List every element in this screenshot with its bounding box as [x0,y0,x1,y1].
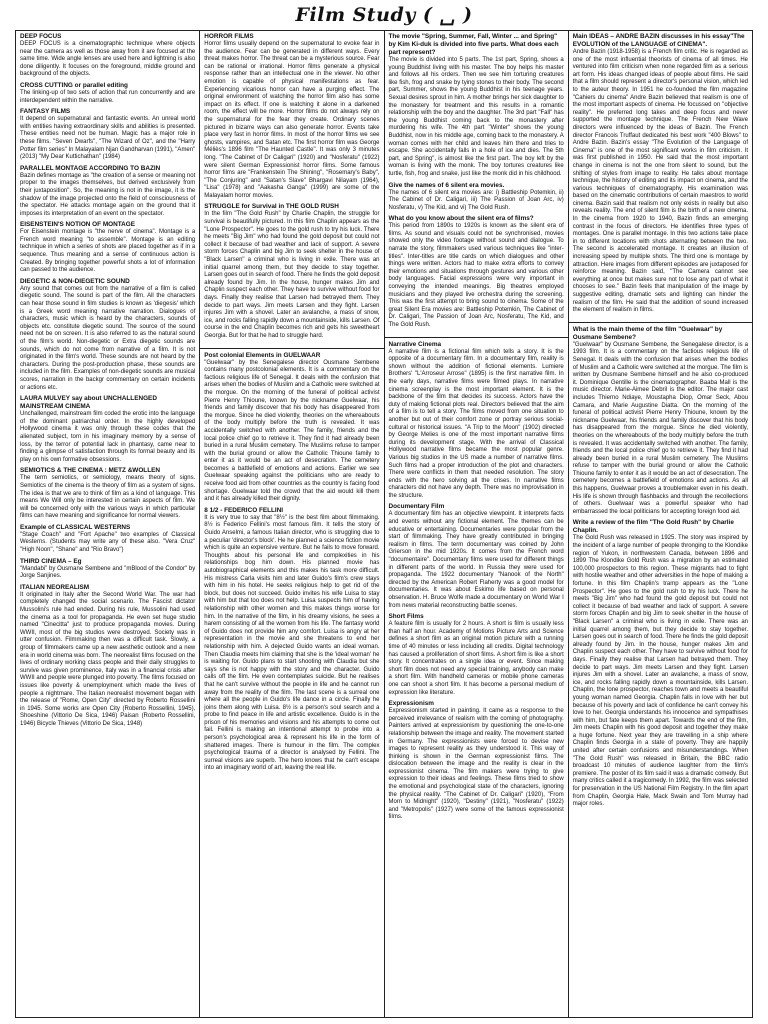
section-heading: Give the names of 6 silent era movies. [388,181,505,189]
text-section [389,182,564,213]
section-heading: Expressionism [388,700,434,708]
section-heading: FANTASY FILMS [20,108,71,116]
text-section [20,395,195,464]
section-divider [385,337,568,338]
section-heading: DIEGETIC & NON-DIEGETIC SOUND [20,277,130,285]
text-section [573,33,748,315]
text-section [573,519,748,808]
section-heading: Documentary Film [388,503,445,511]
section-body: For Eisenstein montage is "the nerve of cinema". Montage is a French word meaning "to assemble". Montage is an editing technique in which a series of shots are placed together as if in a sequence. Thus meaning and a sense of continuous action is Created. By bringing together powerful shots a lot of information can passed to the audience. [20,229,196,274]
section-body: The term semiotics, or semiology, means theory of signs. Semiotics of the cinema is the theory of film as a system of signs. The idea is that we are to think of film as a kind of language. This means We Will only be interested in certain aspects of film. We will be concerned only with the various ways in which particular films can have meaning and significance for normal viewers. [20,475,196,520]
section-heading: Example of CLASSICAL WESTERNS [20,523,131,531]
section-heading: Short Films [388,613,424,621]
section-body: "Stage Coach" and "Fort Apache" two examples of Classical Westerns. (Students may write any of these also. "Vera Cruz" "High Noon", "Shane" and "Rio Bravo") [20,531,196,554]
section-heading: STRUGGLE for Survival in THE GOLD RUSH [204,203,339,211]
section-heading: 8 1/2 - FEDERICO FELLINI [204,506,284,514]
text-column-3 [384,30,569,1018]
section-heading: LAURA MULVEY say about UNCHALLENGED MAINSTREAM CINEMA [20,395,157,411]
text-section [389,503,564,610]
section-body: The linking-up of two sets of action that run concurrently and are interdependent within the narrative. [20,89,196,104]
text-section [20,82,195,105]
section-body: It depend on supernatural and fantastic events. An unreal world with entities having extraordinary skills and abilities is presented. These entities need not be human. Magic has a major role in these films. "Seven Dwarfs", "The Wizard of Oz", and the "Harry Potter film series" In Malayalam Njan Gandharvan (1991), "Amen" (2013) "My Dear Kuttichathan" (1984) [20,116,196,161]
section-body: Expressionism started in painting. It came as a response to the perceived irrelevance of realism with the coming of photography. Painters arrived at expressionism by questioning the one-to-one relationship between the image and reality. The movement started in Germany. The expressionists were forced to devise new images to represent reality as they understood it. This way of thinking is shown in the German expressionist films. The dislocation between the image and the reality is clear in the expressionist cinema. The film makers were trying to give expression to their ideas and feelings. These films tried to show the emotional and psychological state of the characters, ignoring the physical reality. "The Cabinet of Dr. Caligari" (1920), "From Morn to Midnight" (1920), "Destiny" (1921), "Nosferatu" (1922) and "Metropolis" (1927) were some of the famous expressionist films. [388,708,564,821]
section-body: Unchallenged, mainstream film coded the erotic into the language of the dominant patriarchal order. In the highly developed Hollywood cinema it was only through these codes that the alienated subject, torn in his imaginary memory by a sense of loss, by the terror of potential lack in phantasy, came near to finding a glimpse of satisfaction through its formal beauty and its play on his own formative obsessions. [20,411,196,463]
text-section [389,215,564,329]
section-body: In the film "The Gold Rush" by Charlie Chaplin, the struggle for survival is beautifully pictured. In this film Chaplin appears as the "Lone Prospector". He goes to the gold rush to try his luck. There he meets "Big Jim" who had found the gold deposit but could not collect it because of bad weather and lack of support. A severe storm forces Chaplin and big Jim to seek shelter in the house of "Black Larsen" a criminal who is living in exile. There was an initial quarrel among them, but they decide to stay together. Larsen goes out in search of food. There he finds the gold deposit already found by Jim. In the house, hunger makes Jim and Chaplin suspect each other. They have to survive without food for days. Finally they realise that Larsen had betrayed them. They decide to part ways. Jim meets Larsen and they fight. Larsen injures Jim with a shovel. Later an avalanche, a mass of snow, ice, and rocks falling rapidly down a mountainside, kills Larsen. Of course in the end Chaplin becomes rich and gets his sweetheart Georgia. But for that he had to struggle hard. [204,211,380,339]
section-body: It is very true to say that "8½" is the best film about filmmaking. 8½ is Federico Fellini's most famous film. It tells the story of Guido Anselmi, a famous Italian director, who is struggling due to a peculiar 'director's block'. He he planned a science fiction movie which is quite an expensive venture. But he fails to move forward. Thoughts about his personal life and complexities in his relationships bog him down. His planned movie has autobiographical elements and this makes his task more difficult. His mistress Carla visits him and later Guido's film's crew stays with him in his hotel. He seeks religious help to get rid of the block, but does not succeed. Guido invites his wife Luisa to stay with him but that too does not help. Luisa suspects him of having relationship with other women and this makes things worse for him. In the narrative of the film, in his dreamy visions, he sees a harem consisting of all the women from his life. The fantasy world of Guido does not provide him any comfort. Luisa is angry at her representation in the movie and she threatens to end her relationship with him. A dejected Guido wants an ideal woman. Then Claudia meets him claiming that she is the 'ideal woman' he is waiting for. Guido plans to start shooting with Claudia but she says she is not happy with the story and the character. Guido calls off the film. He even contemplates suicide. But he realises that he can't survive without the people in life and he cannot run away from the reality of the film. The last scene is a surreal one where all the people in Guido's life dance in a circle. Finally he joins them along with Luisa. 8½ is a person's soul search and a probe to find peace in life and artistic excellence. Guido is in the prison of his memories and visions and his attempts to come out fail. Fellini is making an intentional attempt to probe into a person's psychological area & represent his life in the form of shattered images. There is humour in the film. The complex psychological trauma of a director is analysed by Fellini. The surreal visions are superb. The hero knows that he can't escape into an imaginary world of art, leaving the real life. [204,514,380,772]
section-body: Any sound that comes out from the narrative of a film is called diegetic sound. The sound is part of the film. All the characters can hear those sound in film studies is known as 'diegesis' which is a Greek word meaning narrative narration. Dialogues of characters, music which is heard by the characters, sounds of objects etc. constitute diegetic sound. The source of the sound need not be on screen. It is also referred to as the natural sound of the film's world. Non-diegetic or Extra diegetic sounds are sounds, which do not come from narrative of a film. It is not originated in the film's world. These sounds are not heard by the characters. During the post-production phase, these sounds are included in the film. Examples of non-diegetic sounds are musical scores, narration in the backgr commentary on certain incidents or actions etc. [20,285,196,391]
text-section [20,165,195,219]
text-section [20,524,195,555]
section-heading: Post colonial Elements in GUELWAAR [204,351,321,359]
text-section [389,700,564,822]
text-section [20,108,195,162]
text-section [204,507,379,773]
text-section [20,584,195,729]
section-body: The names of 6 silent era movies are: i) Battleship Potemkin, ii) The Cabinet of Dr. Caligari, iii) The Passion of Joan Arc, iv) Nosferatu, v) The Kid, and vi) The Gold Rush. [388,189,564,211]
section-heading: HORROR FILMS [204,33,254,40]
section-heading: Main IDEAS – ANDRE BAZIN discusses in his essay"The EVOLUTION of the LANGUAGE of CINEMA". [572,33,745,48]
section-heading: PARALLEL MONTAGE ACCORDING TO BAZIN [20,164,161,172]
text-section [20,33,195,79]
text-section [204,33,379,200]
text-column-2 [199,30,384,1018]
text-column-1 [15,30,200,1018]
section-heading: SEMIOTICS & THE CINEMA : METZ &WOLLEN [20,467,160,475]
section-body: "Mandabi" by Ousmane Sembene and "mBlood of the Condor" by Jorge Sanjines. [20,565,196,580]
section-body: A documentary film has an objective viewpoint. It interprets facts and events without any fictional element. The themes can be educative or entertaining. Documentaries were popular from the start of filmmaking. They have greatly contributed in bringing realism in films. The term documentary was coined by John Grierson in the mid 1920s. It comes from the French word "documentaire". Documentary films were used for different things in different parts of the world. In Russia they were used for propaganda. The 1922 documentary "Nanook of the North" directed by the American Robert Flaherty was a good model for documentaries. It was about Eskimo life based on personal observation. H. Bruce Wolfe made a documentary on World War I from news material reconstructing battle scenes. [388,511,564,609]
section-heading: THIRD CINEMA – Eg [20,557,82,565]
section-heading: Narrative Cinema [388,340,442,348]
section-heading: Write a review of the film "The Gold Rush" by Charlie Chaplin. [572,519,734,535]
section-divider [569,322,752,323]
section-body: "Guelwaar" by the Senegalese director Ousmane Sembene contains many postcolonial elements. It is a commentary on the factious religious life of Senegal. It deals with the confusion that arises when the bodies of Muslim and a Catholic were switched at the morgue. On the morning of the funeral of political activist Pierre Henry Thioune, known by the nickname Guelwaar, his friends and family discover that his body has disappeared from the morgue. Since he died violently, theories on the whereabouts of the body multiply before the truth is revealed. It was accidentally switched with another. The family, friends and the local police chief go to retrieve it. They find it had already been buried in a rural Muslim cemetery. The Muslims refuse to tamper with the burial ground or allow the Catholic Thioune family to enter it as it would be an act of desecration. The cemetery becomes a battlefield of emotions and actions. Earlier we see Guelwaar speaking against the politicians who are ready to receive food aid from other countries as the country is facing food shortage. Guelwaar told the crowd that the aid would kill them and it has already killed their dignity. [204,359,380,503]
text-section [20,558,195,581]
section-heading: ITALIAN NEOREALISM [20,583,90,591]
text-section [20,221,195,275]
section-body: Andre Bazin (1918-1958) is a French film critic. He is regarded as one of the most influential theorists of cinema of all times. He ventured into film criticism when none regarded film as a serious art form. His ideas changed ideas of people about films. He said that a film should represent a director's personal vision, which led to the auteur theory. In 1951 he co-founded the film magazine "Cahiers du cinema" Andre Bazin believed that realism is one of the most important aspects of cinema. He focussed on "objective reality". He preferred long takes and deep focus and never supported the montage technique. The French New Wave directors were influenced by the ideas of Bazin. The French director Francois Truffaut dedicated his best work "400 Blows" to Andre Bazin. Bazin's essay "The Evolution of the Language of Cinema" is one of the most significant works in film criticism. It was first published in 1950. He said that the most important change in cinema is not the one from silent to sound, but the shifting of styles from image to reality. He talks about montage technique, the history of editing and its impact on cinema, and the various techniques of cinematography. His examination was based on the cinematic contributions of certain maestros to world cinema. Bazin said that realism not only exists in reality but also reveals reality. The end of silent film is the birth of a new cinema. In the cinema from 1920 to 1940, Bazin finds an emerging contrast in the focus of directors. He identifies three types of montages. One is parallel montage. In this two actions take place in to different locations with shots alternating between the two. The second is accelerated montage. It creates an illusion of increasing speed by multiple shots. The third one is montage by attraction. Here images from different episodes are juxtaposed for reinforce meaning. Bazin said, "The Camera cannot see everything at once but makes sure not to lose any part of what it chooses to see." Bazin feels that manipulation of the image by suggestive editing, dramatic sets and lighting can hinder the realism of the film. He said that the addition of sound increased the element of realism in films. [572,49,748,314]
text-section [204,352,379,504]
text-section [389,613,564,697]
study-sheet [15,30,753,1018]
section-body: The movie is divided into 5 parts. The 1st part, Spring, shows a young Buddhist living with his master. The boy helps his master and follows all his orders. Then we see him torturing creatures like fish, frog and snake by tying stones to their body. The second part, Summer, shows the young Buddhist in his teenage years. Sexual desires sprout in him. A mother brings her sick daughter to the monastery for treatment and this results in a romantic relationship with the boy and the daughter. The 3rd part "Fall" has the young Buddhist coming back to the monastery after murdering his wife. The 4th part "Winter" shows the young Buddhist, now in his middle age, coming back to the monastery. A woman comes with her child and leaves him there and tries to escape. She accidentally falls in a hole of ice and dies. The 5th part, and Spring", is almost like the first part. The boy left by the woman is living with the monk. The boy tortures creatures like turtle, fish, frog and snake, just like the monk did in his childhood. [388,57,564,177]
section-heading: EISENSTEIN'S NOTION OF MONTAGE [20,221,136,229]
text-section [573,326,748,517]
section-body: This period from 1890s to 1920s is known as the silent era of films. As sound and visuals could not be synchronised, movies showed only the video footage without sound and dialogue. To narrate the story, filmmakers used various techniques like "inter- titles". Inter-titles are title cards on which dialogues and other things were written. Actors had to make extra efforts to convey their emotions and situations through gestures and various other body languages. Facial expressions were very important in conveying the intended meanings. Big theatres employed musicians and they played live orchestra during the screening. This was the first attempt to bring sound to cinema. Some of the great Silent Era movies are: Battleship Potemkin, The Cabinet of Dr. Caligari, The Passion of Joan Arc, Nosferatu, The Kid, and The Gold Rush. [388,223,564,328]
text-section [389,33,564,179]
section-body: Horror films usually depend on the supernatural to evoke fear in the audience. Fear can be generated in different ways. Every threat makes horror. The threat can be a mysterious source. Fear can be rational or irrational. Horror films generate a physical response rather than an intellectual one in the viewer. No other emotion is capable of physical manifestations as fear. Experiencing vicarious horror can have a purging effect. The original environment of watching the horror film also has some impact on its effect. If one is watching it alone in a darkened room, the effect will be more. Horror films do not always rely on the supernatural for the fear they create. Ordinary scenes pictured in bizarre ways can also generate horror. Events take place very fast in horror films. In most of the horror films we see ghosts, vampires, and Satan etc. The first horror film was George Méliès's 1896 film "The Haunted Castle". It was only 3 minutes long. "The Cabinet of Dr Caligari" (1920) and "Nosferatu" (1922) were silent German Expressionist horror films. Some famous horror films are "Frankenstein The Shining", "Rosemary's Baby", "The Conjuring" and "Satan's Slave" Bhargavi Nilayam (1964), "Lisa" (1978) and "Aakasha Ganga" (1999) are some of the Malayalam horror movies. [204,41,380,199]
text-section [20,467,195,521]
section-heading: What is the main theme of the film "Guelwaar" by Ousmane Sembene? [572,325,723,341]
page-title: Film Study ( ␣ ) [295,4,473,26]
text-column-4 [568,30,753,1018]
text-section [204,203,379,340]
section-heading: The movie "Spring, Summer, Fall, Winter ... and Spring" by Kim Ki-duk is divided into five parts. What does each part represent? [388,33,559,56]
section-heading: DEEP FOCUS [20,33,62,40]
section-heading: CROSS CUTTING or parallel editing [20,81,128,89]
section-body: The Gold Rush was released in 1925. The story was inspired by the incident of a large number of people thronging to the Klondike region of Yukon, in northwestern Canada, between 1896 and 1899 The Klondike Gold Rush was a migration by an estimated 100,000 prospectors to this region. These migrants had to fight with hostile weather and other adversities in the hope of making a fortune. In this film Chaplin's tramp appears as the "Lone Prospector". He goes to the gold rush to try his luck. There he meets "Big Jim" who had found the gold deposit but could not collect it because of bad weather and lack of support. A severe storm forces Chaplin and big Jim to seek shelter in the house of "Black Larsen" a criminal who is living in exile. There was an initial quarrel among them, but they decide to stay together. Larsen goes out in search of food. There he finds the gold deposit already found by Jim. In the house, hunger makes Jim and Chaplin suspect each other. They have to survive without food for days. Finally they realise that Larsen had betrayed them. They decide to part ways. Jim meets Larsen and they fight. Larsen injures Jim with a shovel. Later an avalanche, a mass of snow, ice, and rocks falling rapidly down a mountainside, kills Larsen. Chaplin, the lone prospector, reaches town and meets a beautiful young woman named Georgia. Chaplin falls in love with her but because of his poverty and lack of confidence he can't convey his love to her. Georgia understands his innocence and sympathises with him, but fate keeps them apart. Towards the end of the film, Jim meets Chaplin with his good deposit and together they make a huge fortune. Next year they are travelling in a ship where Chaplin finds Georgia in a state of poverty. They are happily united after certain confusions and misunderstandings. When "The Gold Rush" was released in Britain, the BBC radio broadcast 10 minutes of audience laughter from the film's premiere. The poster of its film said it was a dramatic comedy. But many critics called it a tragicomedy. In 1992, the film was selected for preservation in the US National Film Registry. In the film apart from Chaplin, Georgia Hale, Mack Swain and Tom Murray had major roles. [572,535,748,808]
text-section [389,341,564,501]
section-body: A narrative film is a fictional film which tells a story. It is the opposite of a documentary film. In a documentary film, reality is shown without the addition of fictional elements. Lumiere Brothers' "L'Arroseur Arrose" (1895) is the first narrative film. In the early days, narrative films were filmed plays. In narrative cinema screenplay is the most important element. It is the backbone of the film that decides its success. Actors have the duty of making fictional plots real. Directors believed that the aim of a film is to tell a story. The films moved from one situation to another but out of their comfort zone or portray serious social-cultural or historical issues. "A Trip to the Moon" (1902) directed by George Melies is one of the most important narrative films during its development stage. With the arrival of Classical Hollywood narrative films became the most popular genre. Various big studios in the US made a number of narrative films. Such films had a proper introduction of the plot and characters. There were conflicts in them that needed resolution. The story ends with the hero solving all the crises. In narrative films characters did not have any depth. There was no improvisation in the structure. [388,348,564,499]
section-body: A feature film is usually for 2 hours. A short is film is usually less than half an hour. Academy of Motions Picture Arts and Science defines a short film as an original motion picture with a running time of 40 minutes or less including all credits. Digital technology has caused a proliferation of short films. A short film is like a short story. It concentrates on a single idea or event. Since making short film does not need any special training, anybody can make a short film. With handheld cameras or mobile phone cameras one can shoot a short film. It has become a personal medium of expression like literature. [388,621,564,696]
section-heading: What do you know about the silent era of films? [388,215,534,223]
section-body: Bazin defines montage as "the creation of a sense or meaning not proper to the images themselves, but derived exclusively from their juxtaposition". So, the meaning is not in the image, it is the shadow of the image projected onto the field of consciousness of the spectator. He attacks montage again on the ground that it imposes its interpretation of an event on the spectator. [20,172,196,217]
section-body: It originated in Italy after the Second World War. The war had completely changed the social scenario. The Fascist dictator Mussolini's rule had ended. During his rule, Mussolini had used the cinema as a tool for propaganda. He even set huge studio named "Cinecitta" just to produce propaganda movies. During WWII, most of the big studios were destroyed. Society was in utter confusion. Filmmaking then was a difficult task. Slowly, a group of filmmakers came up a new aesthetic outlook and a new era in world cinema was born. The neorealist films focused on the lives of ordinary working class people and their daily struggles to survive was given prominence, Italy was in a financial crisis after WWII and people were plunged into poverty. The films focused on issues like poverty & unemployment which made the lives of people a nightmare. The Italian neorealist movement began with the release of "Rome, Open City" directed by Roberto Rossellini in 1945. Some works are Open City (Roberto Rossellini, 1945), Shoeshine (Vittorio De Sica, 1946) Paisan (Roberto Rossellini, 1946) Bicycle Thieves (Vittorio De Sica, 1948) [20,591,196,727]
text-section [20,278,195,392]
section-divider [200,348,383,349]
section-body: DEEP FOCUS is a cinematographic technique where objects near the camera as well as those away from it are focused at the same time. Wide angle lenses are used here and lightning is also done diligently. It focuses on the foreground, middle ground and background of the objects. [20,41,196,78]
section-body: "Guelwaar" by Ousmane Sembene, the Senegalese director, is a 1993 film. It is a commentary on the factious religious life of Senegal. It deals with the confusion that arises when the bodies of Muslim and a Catholic were switched at the morgue. The film is written by Ousmane Sembene himself and he also co-produced it. Dominique Gentille is the cinematographer. Baaba Mall is the music director. Marie-Aimee Debril is the editor. The major cast includes Thierno Ndiaye, Moustapha Diop, Omar Seck, Abou Camara, and Marie Augustine Diatta. On the morning of the funeral of political activist Pierre Henry Thioune, known by the nickname Guelwaar, his friends and family discover that his body has disappeared from the morgue. Since he died violently, theories on the whereabouts of the body multiply before the truth is revealed. It was accidentally switched with another. The family, friends and the local police chief go to retrieve it. They find it had already been buried in a rural Muslim cemetery. The Muslims refuse to tamper with the burial ground or allow the Catholic Thioune family to enter it as it would be an act of desecration. The cemetery becomes a battlefield of emotions and actions. As all this happens, Guelwaar proves a troublemaker even in his death. His life is shown through flashbacks and through the recollections of others. Guelwaar was a powerful speaker who had embarrassed the local politicians for accepting foreign food aid. [572,341,748,515]
